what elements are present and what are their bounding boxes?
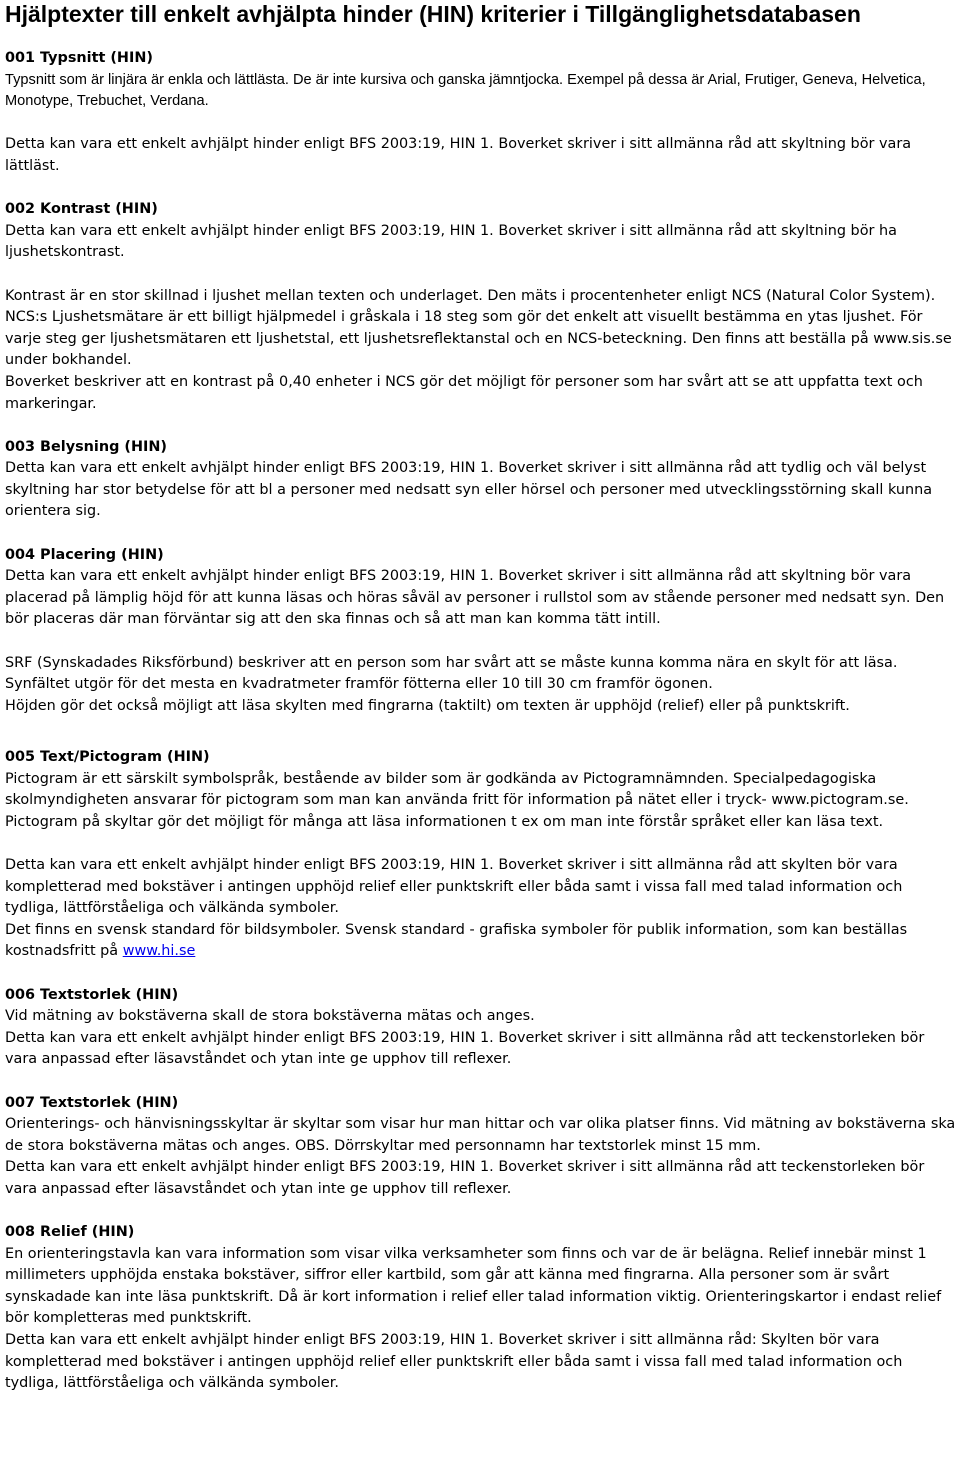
section-007 — [5, 1093, 960, 1201]
section-heading: 007 Textstorlek (HIN) — [5, 1094, 179, 1111]
paragraph: Detta kan vara ett enkelt avhjälpt hinder enligt BFS 2003:19, HIN 1. Boverket skriver i sitt allmänna råd att teckenstorleken bör vara anpassad efter läsavståndet och ytan inte ge upphov till reflexer. — [5, 1159, 925, 1197]
section-heading: 006 Textstorlek (HIN) — [5, 986, 179, 1003]
paragraph: Typsnitt som är linjära är enkla och lättlästa. De är inte kursiva och ganska jämntjocka. Exempel på dessa är Arial, Frutiger, Geneva, Helvetica, Monotype, Trebuchet, Verdana. — [5, 71, 926, 110]
section-006 — [5, 985, 960, 1071]
section-004 — [5, 545, 960, 718]
paragraph: Pictogram är ett särskilt symbolspråk, bestående av bilder som är godkända av Pictogramnämnden. Specialpedagogiska skolmyndigheten ansvarar för pictogram som man kan använda fritt för information på nätet eller i tryck- www.pictogram.se. — [5, 770, 909, 809]
paragraph: Orienterings- och hänvisningsskyltar är skyltar som visar hur man hittar och var olika platser finns. Vid mätning av bokstäverna ska de stora bokstäverna mätas och anges. OBS. Dörrskyltar med personnamn har textstorlek minst 15 mm. — [5, 1116, 956, 1154]
section-heading: 003 Belysning (HIN) — [5, 438, 167, 455]
paragraph: Pictogram på skyltar gör det möjligt för många att läsa informationen t ex om man inte förstår språket eller kan läsa text. — [5, 813, 884, 830]
document-title: Hjälptexter till enkelt avhjälpta hinder (HIN) kriterier i Tillgänglighetsdatabasen — [5, 1, 861, 27]
paragraph: Vid mätning av bokstäverna skall de stora bokstäverna mätas och anges. — [5, 1008, 535, 1025]
hi-se-link[interactable]: www.hi.se — [122, 943, 196, 960]
paragraph: Detta kan vara ett enkelt avhjälpt hinder enligt BFS 2003:19, HIN 1. Boverket skriver i sitt allmänna råd att skyltning bör ha ljushetskontrast. — [5, 222, 897, 261]
section-005 — [5, 747, 960, 963]
paragraph: Detta kan vara ett enkelt avhjälpt hinder enligt BFS 2003:19, HIN 1. Boverket skriver i sitt allmänna råd att tydlig och väl belyst skyltning har stor betydelse för att bl a personer med nedsatt syn eller hörsel och personer med utvecklingsstörning skall kunna orientera sig. — [5, 460, 933, 520]
section-002 — [5, 199, 960, 415]
paragraph — [5, 920, 960, 963]
section-001 — [5, 48, 960, 178]
paragraph: Höjden gör det också möjligt att läsa skylten med fingrarna (taktilt) om texten är upphöjd (relief) eller på punktskrift. — [5, 697, 850, 714]
paragraph: Detta kan vara ett enkelt avhjälpt hinder enligt BFS 2003:19, HIN 1. Boverket skriver i sitt allmänna råd att skyltning bör vara lättläst. — [5, 136, 912, 174]
paragraph: SRF (Synskadades Riksförbund) beskriver att en person som har svårt att se måste kunna komma nära en skylt för att läsa. Synfältet utgör för det mesta en kvadratmeter framför fötterna eller 10 till 30 cm framför ögonen. — [5, 654, 898, 693]
section-heading: 005 Text/Pictogram (HIN) — [5, 749, 210, 765]
section-008 — [5, 1222, 960, 1395]
paragraph: Detta kan vara ett enkelt avhjälpt hinder enligt BFS 2003:19, HIN 1. Boverket skriver i sitt allmänna råd: Skylten bör vara kompletterad med bokstäver i antingen upphöjd relief eller punktskrift eller båda samt i vissa fall med talad information och tydliga, lättförståeliga och välkända symboler. — [5, 1332, 903, 1392]
document — [5, 0, 960, 1395]
paragraph: En orienteringstavla kan vara information som visar vilka verksamheter som finns och var de är belägna. Relief innebär minst 1 millimeters upphöjda enstaka bokstäver, siffror eller kartbild, som går att känna med fingrarna. Alla personer som är svårt synskadade kan inte läsa punktskrift. Då är kort information i relief eller talad information viktig. Orienteringskartor i endast relief bör kompletteras med punktskrift. — [5, 1245, 942, 1327]
paragraph-text: Det finns en svensk standard för bildsymboler. Svensk standard - grafiska symboler för publik information, som kan beställas kostnadsfritt på — [5, 921, 908, 960]
section-heading: 004 Placering (HIN) — [5, 546, 164, 563]
paragraph: Boverket beskriver att en kontrast på 0,40 enheter i NCS gör det möjligt för personer som har svårt att se att uppfatta text och markeringar. — [5, 373, 923, 412]
paragraph: Detta kan vara ett enkelt avhjälpt hinder enligt BFS 2003:19, HIN 1. Boverket skriver i sitt allmänna råd att teckenstorleken bör vara anpassad efter läsavståndet och ytan inte ge upphov till reflexer. — [5, 1029, 925, 1068]
section-heading: 002 Kontrast (HIN) — [5, 201, 158, 218]
section-003 — [5, 437, 960, 523]
paragraph: Kontrast är en stor skillnad i ljushet mellan texten och underlaget. Den mäts i procentenheter enligt NCS (Natural Color System). NCS:s Ljushetsmätare är ett billigt hjälpmedel i gråskala i 18 steg som gör det enkelt att visuellt bestämma en ytas ljushet. För varje steg ger ljushetsmätaren ett ljushetstal, ett ljushetsreflektanstal och en NCS-beteckning. Den finns att beställa på www.sis.se under bokhandel. — [5, 287, 952, 369]
paragraph: Detta kan vara ett enkelt avhjälpt hinder enligt BFS 2003:19, HIN 1. Boverket skriver i sitt allmänna råd att skylten bör vara kompletterad med bokstäver i antingen upphöjd relief eller punktskrift eller båda samt i vissa fall med talad information och tydliga, lättförståeliga och välkända symboler. — [5, 856, 903, 917]
section-heading: 008 Relief (HIN) — [5, 1224, 135, 1241]
paragraph: Detta kan vara ett enkelt avhjälpt hinder enligt BFS 2003:19, HIN 1. Boverket skriver i sitt allmänna råd att skyltning bör vara placerad på lämplig höjd för att kunna läsas och höras såväl av personer i rullstol som av stående personer med nedsatt syn. Den bör placeras där man förväntar sig att den ska finnas och så att man kan komma tätt intill. — [5, 568, 945, 628]
section-heading: 001 Typsnitt (HIN) — [5, 50, 153, 66]
